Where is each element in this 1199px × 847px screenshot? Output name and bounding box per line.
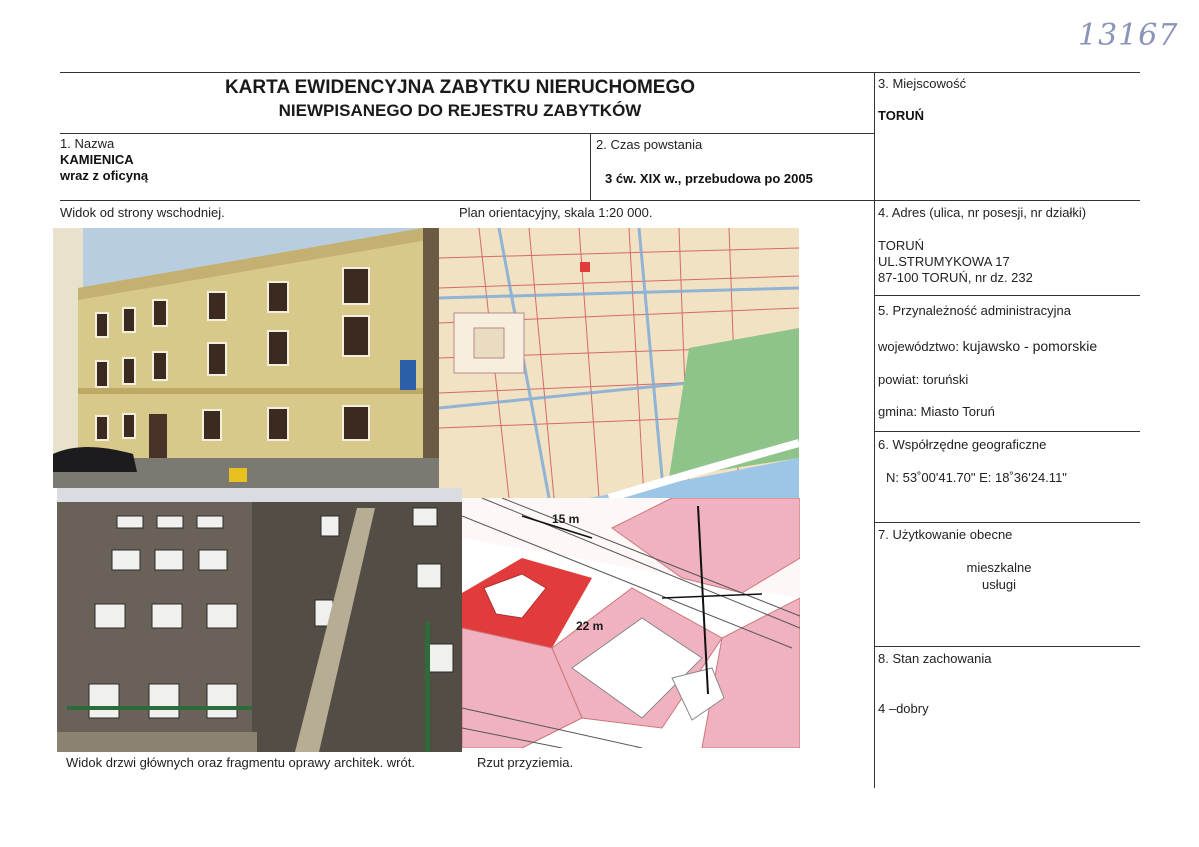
fields-bottom-line bbox=[60, 200, 1140, 201]
top-border bbox=[60, 72, 1140, 73]
caption-plan: Plan orientacyjny, skala 1:20 000. bbox=[459, 205, 653, 220]
handwritten-inventory-number: 13167 bbox=[1078, 18, 1179, 53]
field3-value: TORUŃ bbox=[878, 108, 924, 123]
field4-label: 4. Adres (ulica, nr posesji, nr działki) bbox=[878, 205, 1087, 220]
field1-field2-divider bbox=[590, 133, 591, 201]
current-use-2: usługi bbox=[982, 577, 1016, 592]
county: powiat: toruński bbox=[878, 372, 969, 387]
field3-label: 3. Miejscowość bbox=[878, 76, 967, 91]
field7-label: 7. Użytkowanie obecne bbox=[878, 527, 1013, 542]
condition-value: 4 –dobry bbox=[878, 701, 929, 716]
caption-east-view: Widok od strony wschodniej. bbox=[60, 205, 225, 220]
voivodeship-value: kujawsko - pomorskie bbox=[962, 338, 1098, 354]
field7-bottom-line bbox=[874, 646, 1140, 647]
field6-label: 6. Współrzędne geograficzne bbox=[878, 437, 1047, 452]
voivodeship bbox=[878, 338, 1097, 355]
field8-label: 8. Stan zachowania bbox=[878, 651, 992, 666]
voivodeship-label: województwo: bbox=[878, 339, 959, 354]
field4-bottom-line bbox=[874, 295, 1140, 296]
card-subtitle: NIEWPISANEGO DO REJESTRU ZABYTKÓW bbox=[278, 101, 642, 120]
card-title: KARTA EWIDENCYJNA ZABYTKU NIERUCHOMEGO bbox=[224, 77, 696, 98]
address-city: TORUŃ bbox=[878, 238, 924, 253]
orientation-map bbox=[439, 228, 799, 498]
field2-label: 2. Czas powstania bbox=[596, 137, 703, 152]
field2-value: 3 ćw. XIX w., przebudowa po 2005 bbox=[605, 171, 813, 186]
field1-value-line2: wraz z oficyną bbox=[60, 168, 149, 183]
right-column-divider bbox=[874, 72, 875, 788]
commune: gmina: Miasto Toruń bbox=[878, 404, 995, 419]
facade-photo bbox=[53, 228, 439, 488]
field5-label: 5. Przynależność administracyjna bbox=[878, 303, 1071, 318]
courtyard-photo bbox=[57, 488, 462, 752]
caption-ground-plan: Rzut przyziemia. bbox=[477, 755, 574, 770]
plan-dimension-22m: 22 m bbox=[576, 619, 604, 633]
address-postal: 87-100 TORUŃ, nr dz. 232 bbox=[878, 270, 1033, 285]
field5-bottom-line bbox=[874, 431, 1140, 432]
caption-door-view: Widok drzwi głównych oraz fragmentu oprawy architek. wrót. bbox=[66, 755, 415, 770]
coordinates: N: 53˚00'41.70" E: 18˚36'24.11" bbox=[886, 470, 1067, 485]
field1-value: KAMIENICA bbox=[60, 152, 134, 167]
address-street: UL.STRUMYKOWA 17 bbox=[878, 254, 1010, 269]
field6-bottom-line bbox=[874, 522, 1140, 523]
current-use-1: mieszkalne bbox=[966, 560, 1032, 575]
header-bottom-line bbox=[60, 133, 874, 134]
plan-dimension-15m: 15 m bbox=[552, 512, 580, 526]
ground-plan bbox=[462, 498, 800, 748]
field1-label: 1. Nazwa bbox=[60, 136, 115, 151]
